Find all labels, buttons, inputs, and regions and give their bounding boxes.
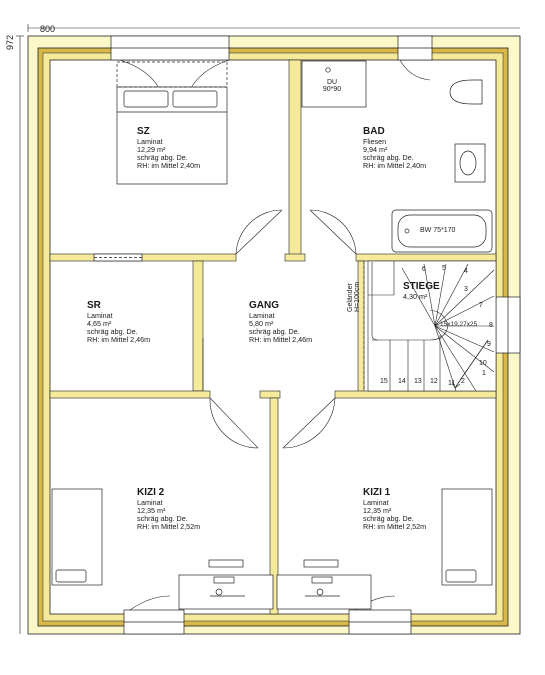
room-name: KIZI 2	[137, 487, 165, 498]
stair-step-number: 3	[464, 286, 468, 293]
room-area: 12,35 m²	[137, 505, 166, 515]
room-area: 12,29 m²	[137, 144, 166, 154]
width-dimension: 800	[40, 24, 56, 34]
stair-step-number: 13	[414, 378, 422, 385]
shower-label	[318, 79, 346, 93]
room-area: 4,30 m²	[403, 291, 428, 301]
room-height: RH: im Mittel 2,46m	[87, 335, 151, 345]
room-ceiling: schräg abg. De.	[87, 327, 138, 337]
room-name: SZ	[137, 126, 150, 137]
room-height: RH: im Mittel 2,40m	[363, 161, 427, 171]
room-floor: Laminat	[363, 497, 389, 507]
room-name: KIZI 1	[363, 487, 391, 498]
stair-step-number: 10	[479, 360, 487, 367]
room-name: BAD	[363, 126, 385, 137]
room-name: SR	[87, 300, 101, 311]
room-floor: Fliesen	[363, 136, 387, 146]
room-height: RH: im Mittel 2,52m	[137, 522, 201, 532]
room-height: RH: im Mittel 2,46m	[249, 335, 313, 345]
room-ceiling: schräg abg. De.	[137, 514, 188, 524]
stair-spec-label: 15x19,27x25	[440, 321, 478, 328]
stair-step-number: 2	[461, 378, 465, 385]
room-name: STIEGE	[403, 281, 440, 292]
shower-size: 90*90	[322, 86, 342, 93]
railing-line2: H=100cm	[354, 281, 361, 312]
room-floor: Laminat	[137, 136, 163, 146]
room-ceiling: schräg abg. De.	[363, 153, 414, 163]
room-label-kizi2	[137, 487, 200, 532]
room-label-stiege	[403, 281, 440, 301]
room-area: 5,80 m²	[249, 318, 274, 328]
room-label-sr	[87, 300, 150, 345]
stair-step-number: 7	[479, 302, 483, 309]
room-label-sz	[137, 126, 200, 171]
bathtub-label: BW 75*170	[420, 227, 456, 234]
room-floor: Laminat	[137, 497, 163, 507]
railing-line1: Geländer	[347, 283, 354, 312]
shower-name: DU	[326, 79, 338, 86]
stair-step-number: 6	[422, 266, 426, 273]
toilet	[450, 80, 482, 104]
room-floor: Laminat	[87, 310, 113, 320]
room-area: 12,35 m²	[363, 505, 392, 515]
stair-step-number: 8	[489, 322, 493, 329]
stair-step-number: 11	[448, 380, 456, 387]
stair-step-number: 4	[464, 268, 468, 275]
height-dimension: 972	[5, 34, 15, 50]
room-label-bad	[363, 126, 426, 171]
room-height: RH: im Mittel 2,40m	[137, 161, 201, 171]
room-ceiling: schräg abg. De.	[363, 514, 414, 524]
stair-step-number: 12	[430, 378, 438, 385]
room-label-gang	[249, 300, 312, 345]
stair-step-number: 5	[442, 265, 446, 272]
stair-step-number: 1	[482, 370, 486, 377]
room-area: 4,65 m²	[87, 318, 112, 328]
room-ceiling: schräg abg. De.	[249, 327, 300, 337]
room-label-kizi1	[363, 487, 426, 532]
railing-label	[347, 282, 361, 312]
stair-step-number: 15	[380, 378, 388, 385]
stair-step-number: 14	[398, 378, 406, 385]
stair-step-number: 9	[487, 341, 491, 348]
room-floor: Laminat	[249, 310, 275, 320]
room-height: RH: im Mittel 2,52m	[363, 522, 427, 532]
room-name: GANG	[249, 300, 279, 311]
room-ceiling: schräg abg. De.	[137, 153, 188, 163]
room-area: 9,94 m²	[363, 144, 388, 154]
